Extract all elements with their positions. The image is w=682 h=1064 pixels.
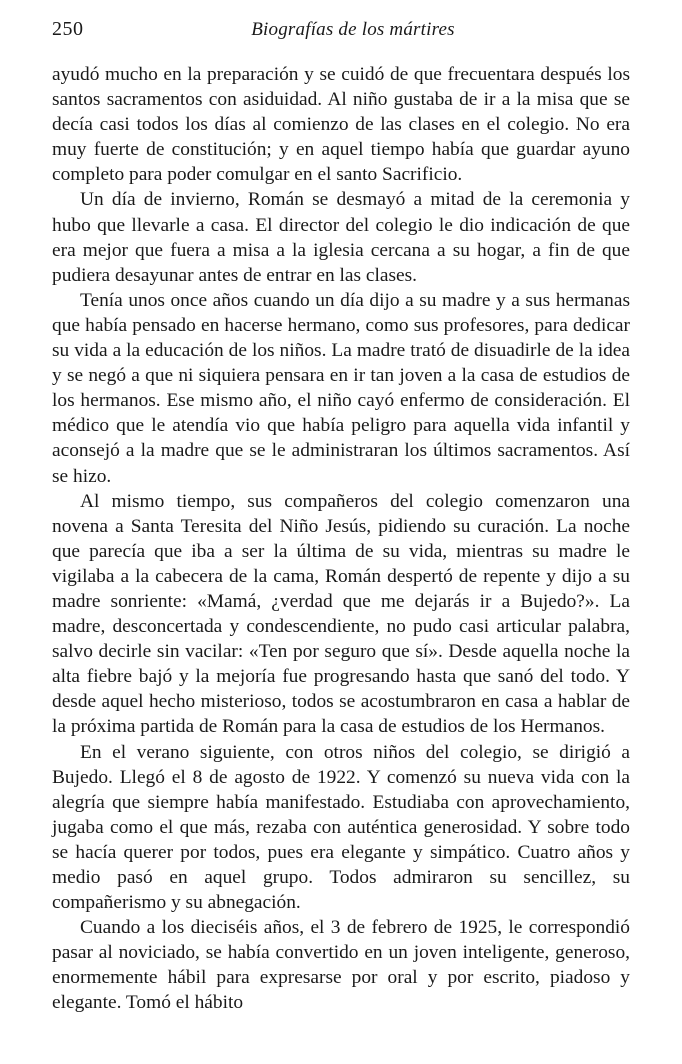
running-head-title: Biografías de los mártires (251, 19, 455, 40)
paragraph: En el verano siguiente, con otros niños del colegio, se dirigió a Bujedo. Llegó el 8 de agosto de 1922. Y comenzó su nueva vida con la alegría que siempre había manifestado. Estudiaba con aprovechamiento, jugaba como el que más, rezaba con auténtica generosidad. Y sobre todo se hacía querer por todos, pues era elegante y simpático. Cuatro años y medio pasó en aquel grupo. Todos admiraron su sencillez, su compañerismo y su abnegación. (52, 741, 630, 914)
running-head (52, 18, 630, 48)
paragraph: Un día de invierno, Román se desmayó a mitad de la ceremonia y hubo que llevarle a casa. El director del colegio le dio indicación de que era mejor que fuera a misa a la iglesia cercana a su hogar, a fin de que pudiera desayunar antes de entrar en las clases. (52, 189, 630, 286)
paragraph: Al mismo tiempo, sus compañeros del colegio comenzaron una novena a Santa Teresita del Niño Jesús, pidiendo su curación. La noche que parecía que iba a ser la última de su vida, mientras su madre le vigilaba a la cabecera de la cama, Román despertó de repente y dijo a su madre sonriente: «Mamá, ¿verdad que me dejarás ir a Bujedo?». La madre, desconcertada y condescendiente, no pudo casi articular palabra, salvo decirle sin vacilar: «Ten por seguro que sí». Desde aquella noche la alta fiebre bajó y la mejoría fue progresando hasta que sanó del todo. Y desde aquel hecho misterioso, todos se acostumbraron en casa a hablar de la próxima partida de Román para la casa de estudios de los Hermanos. (52, 490, 630, 738)
paragraph: Cuando a los dieciséis años, el 3 de febrero de 1925, le correspondió pasar al noviciado, se había convertido en un joven inteligente, generoso, enormemente hábil para expresarse por oral y por escrito, piadoso y elegante. Tomó el hábito (52, 917, 630, 1014)
page-number: 250 (52, 18, 84, 40)
paragraph: Tenía unos once años cuando un día dijo a su madre y a sus hermanas que había pensado en hacerse hermano, como sus profesores, para dedicar su vida a la educación de los niños. La madre trató de disuadirle de la idea y se negó a que ni siquiera pensara en ir tan joven a la casa de estudios de los hermanos. Ese mismo año, el niño cayó enfermo de consideración. El médico que le atendía vio que había peligro para aquella vida infantil y aconsejó a la madre que se le administraran los últimos sacramentos. Así se hizo. (52, 289, 630, 487)
paragraph: ayudó mucho en la preparación y se cuidó de que frecuentara después los santos sacramentos con asiduidad. Al niño gustaba de ir a la misa que se decía casi todos los días al comienzo de las clases en el colegio. No era muy fuerte de constitución; y en aquel tiempo había que guardar ayuno completo para poder comulgar en el santo Sacrificio. (52, 64, 630, 186)
page-body (52, 62, 630, 1016)
